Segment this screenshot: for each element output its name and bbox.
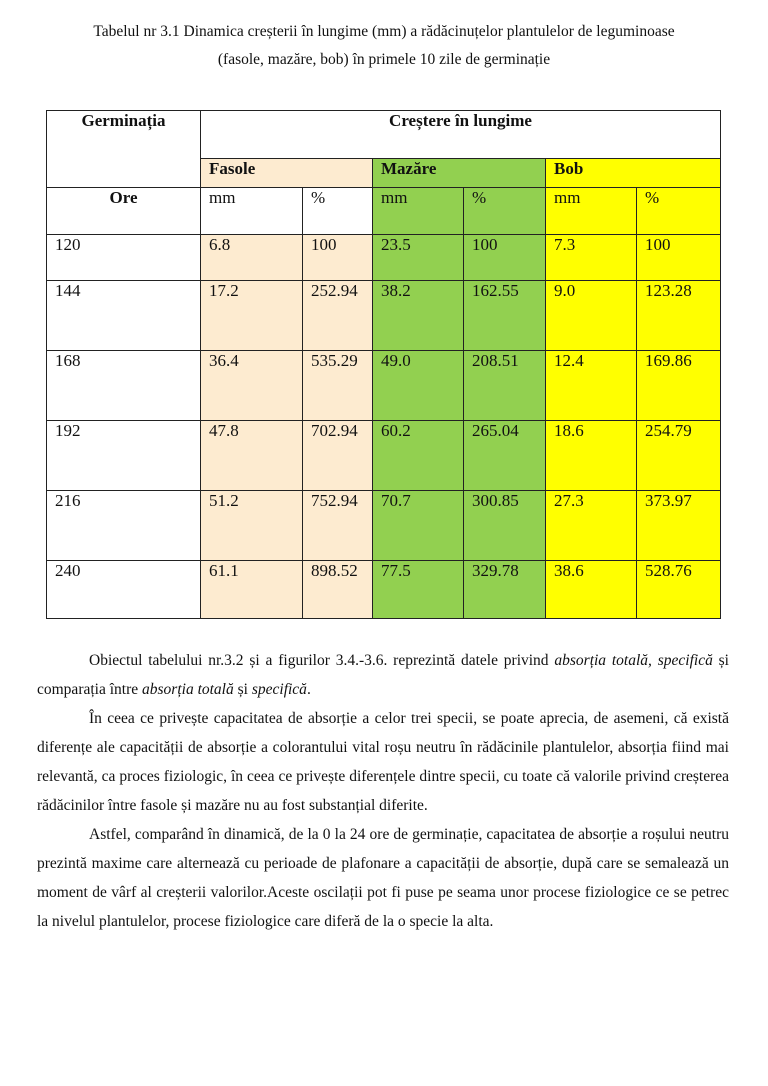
cell-fasole-mm: 36.4 [201, 351, 303, 421]
cell-ore: 168 [47, 351, 201, 421]
cell-ore: 120 [47, 235, 201, 281]
table-row [47, 421, 721, 491]
cell-ore: 216 [47, 491, 201, 561]
cell-bob-mm: 18.6 [546, 421, 637, 491]
header-unit-bob-mm: mm [546, 188, 637, 235]
cell-mazare-pct: 265.04 [464, 421, 546, 491]
body-text [37, 646, 729, 936]
paragraph-2: În ceea ce privește capacitatea de absorție a celor trei specii, se poate aprecia, de asemeni, că există diferențe ale capacității de absorție a colorantului vital roșu neutru în rădăcinile plantulelor, absorția fiind mai relevantă, ca proces fiziologic, în ceea ce privește diferențele dintre specii, cu toate că valorile privind creșterea rădăcinilor între fasole și mazăre nu au fost substanțial diferite. [37, 710, 729, 814]
paragraph-1 [37, 646, 729, 704]
cell-ore: 192 [47, 421, 201, 491]
p1-text-a: Obiectul tabelului nr.3.2 și a figurilor 3.4.-3.6. reprezintă datele privind [89, 652, 555, 669]
cell-bob-mm: 12.4 [546, 351, 637, 421]
caption-line-1: Tabelul nr 3.1 Dinamica creșterii în lungime (mm) a rădăcinuțelor plantulelor de leguminoase [93, 23, 675, 40]
cell-mazare-pct: 208.51 [464, 351, 546, 421]
table-row [47, 351, 721, 421]
cell-bob-pct: 373.97 [637, 491, 721, 561]
cell-mazare-mm: 77.5 [373, 561, 464, 619]
cell-mazare-mm: 23.5 [373, 235, 464, 281]
cell-mazare-pct: 300.85 [464, 491, 546, 561]
header-unit-bob-pct: % [637, 188, 721, 235]
growth-table [46, 110, 721, 619]
cell-bob-pct: 100 [637, 235, 721, 281]
cell-bob-mm: 38.6 [546, 561, 637, 619]
table-row [47, 491, 721, 561]
cell-bob-mm: 7.3 [546, 235, 637, 281]
table-row [47, 281, 721, 351]
p1-italic-d: absorția totală [142, 681, 234, 698]
table-row [47, 561, 721, 619]
cell-mazare-pct: 162.55 [464, 281, 546, 351]
p1-text-e: și [233, 681, 252, 698]
p1-text-g: . [306, 681, 311, 698]
caption-line-2: (fasole, mazăre, bob) în primele 10 zile de germinație [217, 51, 551, 68]
p1-italic-b: absorția totală, specifică [554, 652, 713, 669]
header-unit-fasole-pct: % [303, 188, 373, 235]
cell-bob-pct: 123.28 [637, 281, 721, 351]
cell-fasole-mm: 61.1 [201, 561, 303, 619]
header-unit-mazare-pct: % [464, 188, 546, 235]
paragraph-3: Astfel, comparând în dinamică, de la 0 la 24 ore de germinație, capacitatea de absorție a roșului neutru prezintă maxime care alternează cu perioade de plafonare a capacității de absorție, după care se semalează un moment de vârf al creșterii valorilor.Aceste oscilații pot fi puse pe seama unor procese fiziologice ce se petrec la nivelul plantulelor, procese fiziologice care diferă de la o specie la alta. [37, 826, 729, 930]
cell-mazare-pct: 329.78 [464, 561, 546, 619]
cell-bob-pct: 169.86 [637, 351, 721, 421]
cell-fasole-pct: 535.29 [303, 351, 373, 421]
cell-bob-mm: 27.3 [546, 491, 637, 561]
header-crestere-lungime: Creștere în lungime [201, 111, 721, 159]
p1-text-c: și comparația între [37, 652, 729, 698]
cell-fasole-pct: 702.94 [303, 421, 373, 491]
cell-fasole-pct: 252.94 [303, 281, 373, 351]
cell-ore: 240 [47, 561, 201, 619]
cell-fasole-mm: 6.8 [201, 235, 303, 281]
header-species-mazare: Mazăre [373, 159, 546, 188]
cell-mazare-pct: 100 [464, 235, 546, 281]
table-caption [40, 18, 728, 74]
cell-mazare-mm: 38.2 [373, 281, 464, 351]
header-ore: Ore [47, 188, 201, 235]
cell-fasole-pct: 752.94 [303, 491, 373, 561]
header-unit-mazare-mm: mm [373, 188, 464, 235]
cell-fasole-pct: 100 [303, 235, 373, 281]
p1-italic-f: specifică [251, 681, 307, 698]
cell-ore: 144 [47, 281, 201, 351]
cell-fasole-pct: 898.52 [303, 561, 373, 619]
table-row [47, 235, 721, 281]
cell-fasole-mm: 17.2 [201, 281, 303, 351]
cell-bob-mm: 9.0 [546, 281, 637, 351]
cell-mazare-mm: 70.7 [373, 491, 464, 561]
header-species-fasole: Fasole [201, 159, 373, 188]
cell-fasole-mm: 51.2 [201, 491, 303, 561]
cell-mazare-mm: 49.0 [373, 351, 464, 421]
header-germinatia: Germinația [47, 111, 201, 188]
header-unit-fasole-mm: mm [201, 188, 303, 235]
cell-bob-pct: 528.76 [637, 561, 721, 619]
cell-mazare-mm: 60.2 [373, 421, 464, 491]
cell-fasole-mm: 47.8 [201, 421, 303, 491]
cell-bob-pct: 254.79 [637, 421, 721, 491]
header-species-bob: Bob [546, 159, 721, 188]
